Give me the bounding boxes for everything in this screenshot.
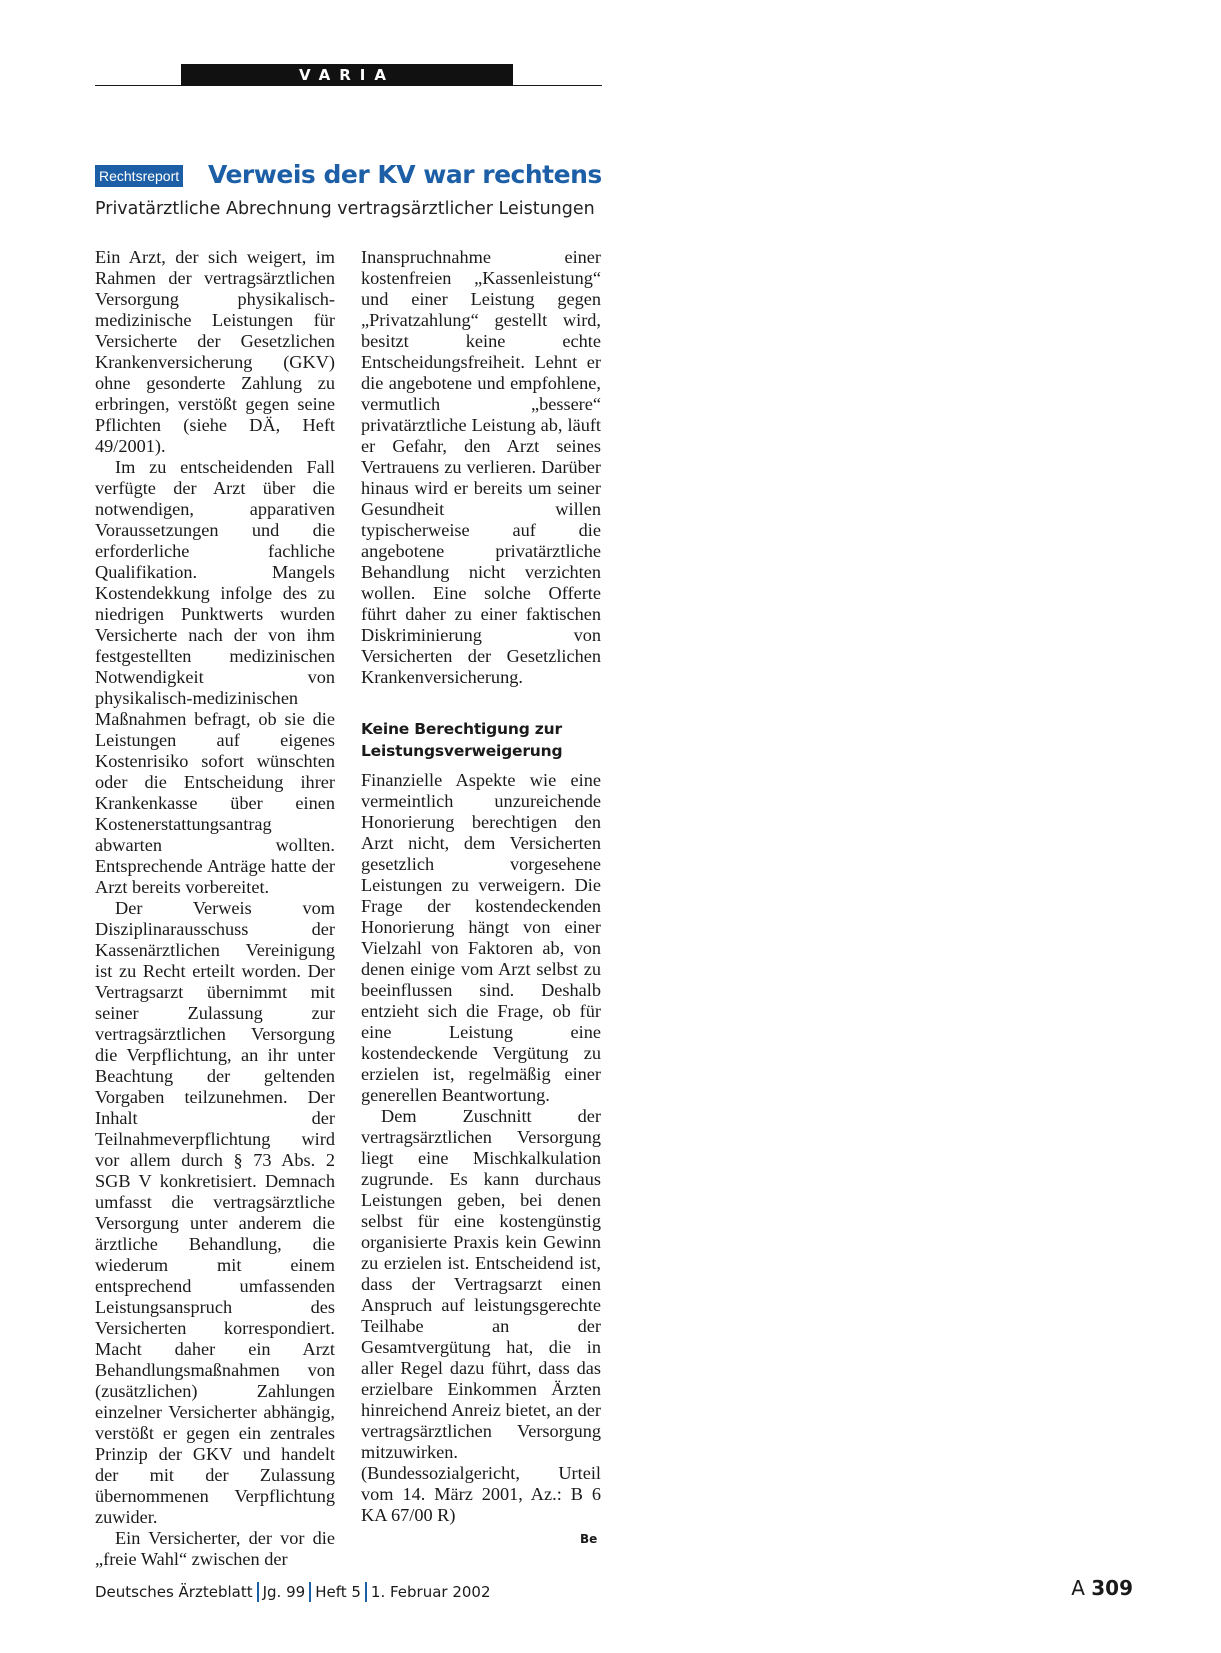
volume: Jg. 99 bbox=[262, 1583, 306, 1601]
article-column-left bbox=[95, 247, 335, 1570]
paragraph: Inanspruchnahme einer kostenfreien „Kassenleistung“ und einer Leistung gegen „Privatzahlung“ gestellt wird, besitzt keine echte Entscheidungsfreiheit. Lehnt er die angebotene und empfohlene, vermutlich „bessere“ privatärztliche Leistung ab, läuft er Gefahr, den Arzt seines Vertrauens zu verlieren. Darüber hinaus wird er bereits um seiner Gesundheit willen typischerweise auf die angebotene privatärztliche Behandlung nicht verzichten wollen. Eine solche Offerte führt daher zu einer faktischen Diskriminierung von Versicherten der Gesetzlichen Krankenversicherung. bbox=[361, 247, 601, 687]
page-number bbox=[1071, 1576, 1133, 1600]
footer-separator bbox=[365, 1582, 367, 1602]
article-subtitle: Privatärztliche Abrechnung vertragsärztlicher Leistungen bbox=[95, 199, 595, 219]
paragraph: Ein Arzt, der sich weigert, im Rahmen der vertragsärztlichen Versorgung physikalisch-medizinische Leistungen für Versicherte der Gesetzlichen Krankenversicherung (GKV) ohne gesonderte Zahlung zu erbringen, verstößt gegen seine Pflichten (siehe DÄ, Heft 49/2001). bbox=[95, 247, 335, 456]
page-number-value: 309 bbox=[1091, 1576, 1133, 1600]
author-signature: Be bbox=[580, 1532, 598, 1546]
page-footer bbox=[95, 1582, 491, 1602]
paragraph: Finanzielle Aspekte wie eine vermeintlich unzureichende Honorierung berechtigen den Arzt nicht, dem Versicherten gesetzlich vorgesehene Leistungen zu verweigern. Die Frage der kostendeckenden Honorierung hängt von einer Vielzahl von Faktoren ab, von denen einige vom Arzt selbst zu beeinflussen sind. Deshalb entzieht sich die Frage, ob für eine Leistung eine kostendeckende Vergütung zu erzielen ist, regelmäßig einer generellen Beantwortung. bbox=[361, 770, 601, 1105]
paragraph: Ein Versicherter, der vor die „freie Wahl“ zwischen der bbox=[95, 1528, 335, 1569]
footer-separator bbox=[309, 1582, 311, 1602]
rubric-tag: Rechtsreport bbox=[95, 165, 183, 187]
page-prefix: A bbox=[1071, 1576, 1085, 1600]
article-column-right bbox=[361, 247, 601, 1526]
section-subheading: Keine Berechtigung zur Leistungsverweigerung bbox=[361, 720, 563, 760]
paragraph: Der Verweis vom Disziplinarausschuss der Kassenärztlichen Vereinigung ist zu Recht erteilt worden. Der Vertragsarzt übernimmt mit seiner Zulassung zur vertragsärztlichen Versorgung die Verpflichtung, an ihr unter Beachtung der geltenden Vorgaben teilzunehmen. Der Inhalt der Teilnahmeverpflichtung wird vor allem durch § 73 Abs. 2 SGB V konkretisiert. Demnach umfasst die vertragsärztliche Versorgung unter anderem die ärztliche Behandlung, die wiederum mit einem entsprechend umfassenden Leistungsanspruch des Versicherten korrespondiert. Macht daher ein Arzt Behandlungsmaßnahmen von (zusätzlichen) Zahlungen einzelner Versicherter abhängig, verstößt er gegen ein zentrales Prinzip der GKV und handelt der mit der Zulassung übernommenen Verpflichtung zuwider. bbox=[95, 898, 335, 1527]
section-banner: VARIA bbox=[181, 64, 513, 86]
publication-name: Deutsches Ärzteblatt bbox=[95, 1583, 253, 1601]
issue: Heft 5 bbox=[315, 1583, 361, 1601]
article-title: Verweis der KV war rechtens bbox=[208, 160, 602, 189]
paragraph: Im zu entscheidenden Fall verfügte der Arzt über die notwendigen, apparativen Voraussetzungen und die erforderliche fachliche Qualifikation. Mangels Kostendekkung infolge des zu niedrigen Punktwerts wurden Versicherte nach der von ihm festgestellten medizinischen Notwendigkeit von physikalisch-medizinischen Maßnahmen befragt, ob sie die Leistungen auf eigenes Kostenrisiko sofort wünschten oder die Entscheidung ihrer Krankenkasse über einen Kostenerstattungsantrag abwarten wollten. Entsprechende Anträge hatte der Arzt bereits vorbereitet. bbox=[95, 457, 335, 897]
paragraph: Dem Zuschnitt der vertragsärztlichen Versorgung liegt eine Mischkalkulation zugrunde. Es kann durchaus Leistungen geben, bei denen selbst für eine kostengünstig organisierte Praxis kein Gewinn zu erzielen ist. Entscheidend ist, dass der Vertragsarzt einen Anspruch auf leistungsgerechte Teilhabe an der Gesamtvergütung hat, die in aller Regel dazu führt, dass das erzielbare Einkommen Ärzten hinreichend Anreiz bietet, an der vertragsärztlichen Versorgung mitzuwirken. (Bundessozialgericht, Urteil vom 14. März 2001, Az.: B 6 KA 67/00 R) bbox=[361, 1106, 601, 1525]
footer-separator bbox=[257, 1582, 259, 1602]
issue-date: 1. Februar 2002 bbox=[370, 1583, 491, 1601]
